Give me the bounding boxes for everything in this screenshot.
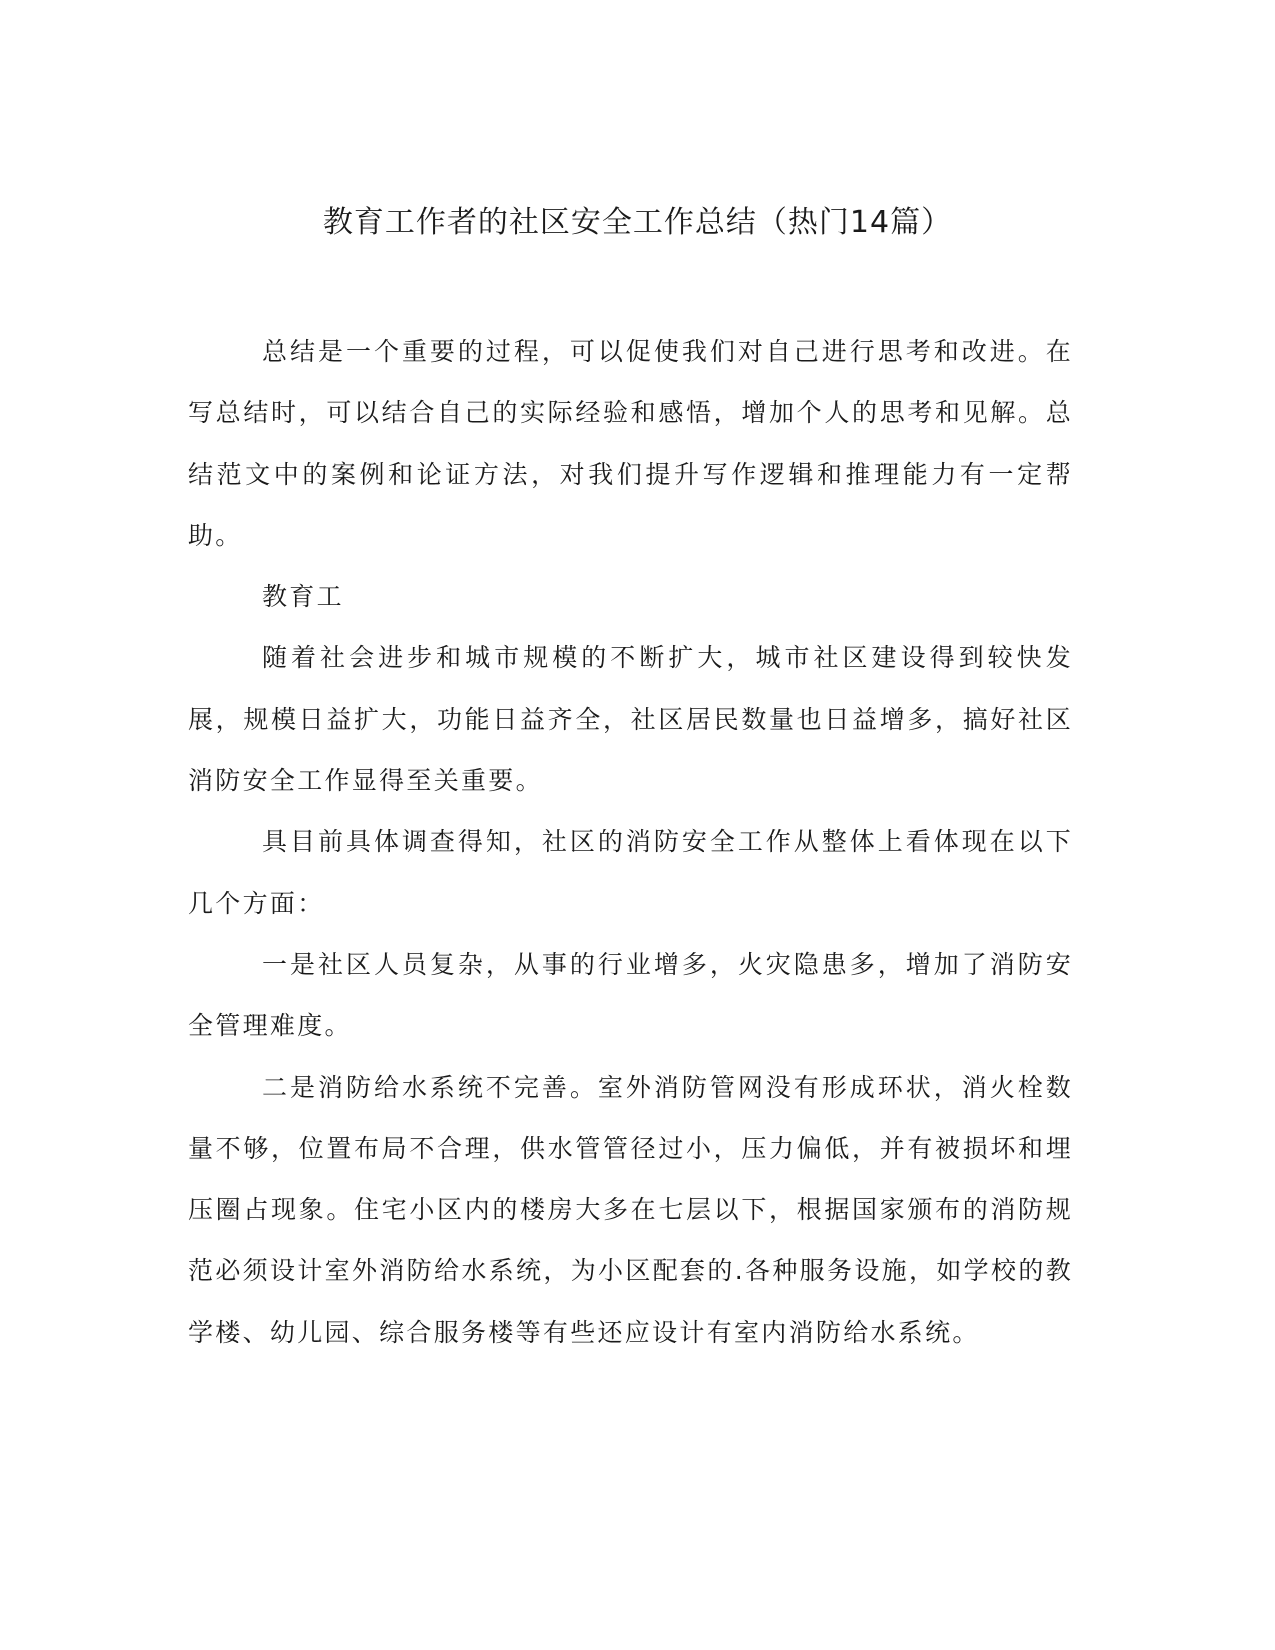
document-title: 教育工作者的社区安全工作总结（热门14篇） bbox=[322, 205, 953, 240]
paragraph-heading-fragment: 教育工 bbox=[262, 582, 344, 612]
paragraph-intro: 总结是一个重要的过程，可以促使我们对自己进行思考和改进。在写总结时，可以结合自己的实际经验和感悟，增加个人的思考和见解。总结范文中的案例和论证方法，对我们提升写作逻辑和推理能力有一定帮助。 bbox=[188, 337, 1073, 550]
paragraph-background: 随着社会进步和城市规模的不断扩大，城市社区建设得到较快发展，规模日益扩大，功能日益齐全，社区居民数量也日益增多，搞好社区消防安全工作显得至关重要。 bbox=[188, 643, 1073, 796]
paragraph-point-one: 一是社区人员复杂，从事的行业增多，火灾隐患多，增加了消防安全管理难度。 bbox=[188, 949, 1073, 1041]
document-body bbox=[188, 321, 1073, 1363]
paragraph-point-two: 二是消防给水系统不完善。室外消防管网没有形成环状，消火栓数量不够，位置布局不合理，供水管管径过小，压力偏低，并有被损坏和埋压圈占现象。住宅小区内的楼房大多在七层以下，根据国家颁布的消防规范必须设计室外消防给水系统，为小区配套的.各种服务设施，如学校的教学楼、幼儿园、综合服务楼等有些还应设计有室内消防给水系统。 bbox=[188, 1072, 1073, 1347]
paragraph-survey: 具目前具体调查得知，社区的消防安全工作从整体上看体现在以下几个方面： bbox=[188, 827, 1073, 918]
